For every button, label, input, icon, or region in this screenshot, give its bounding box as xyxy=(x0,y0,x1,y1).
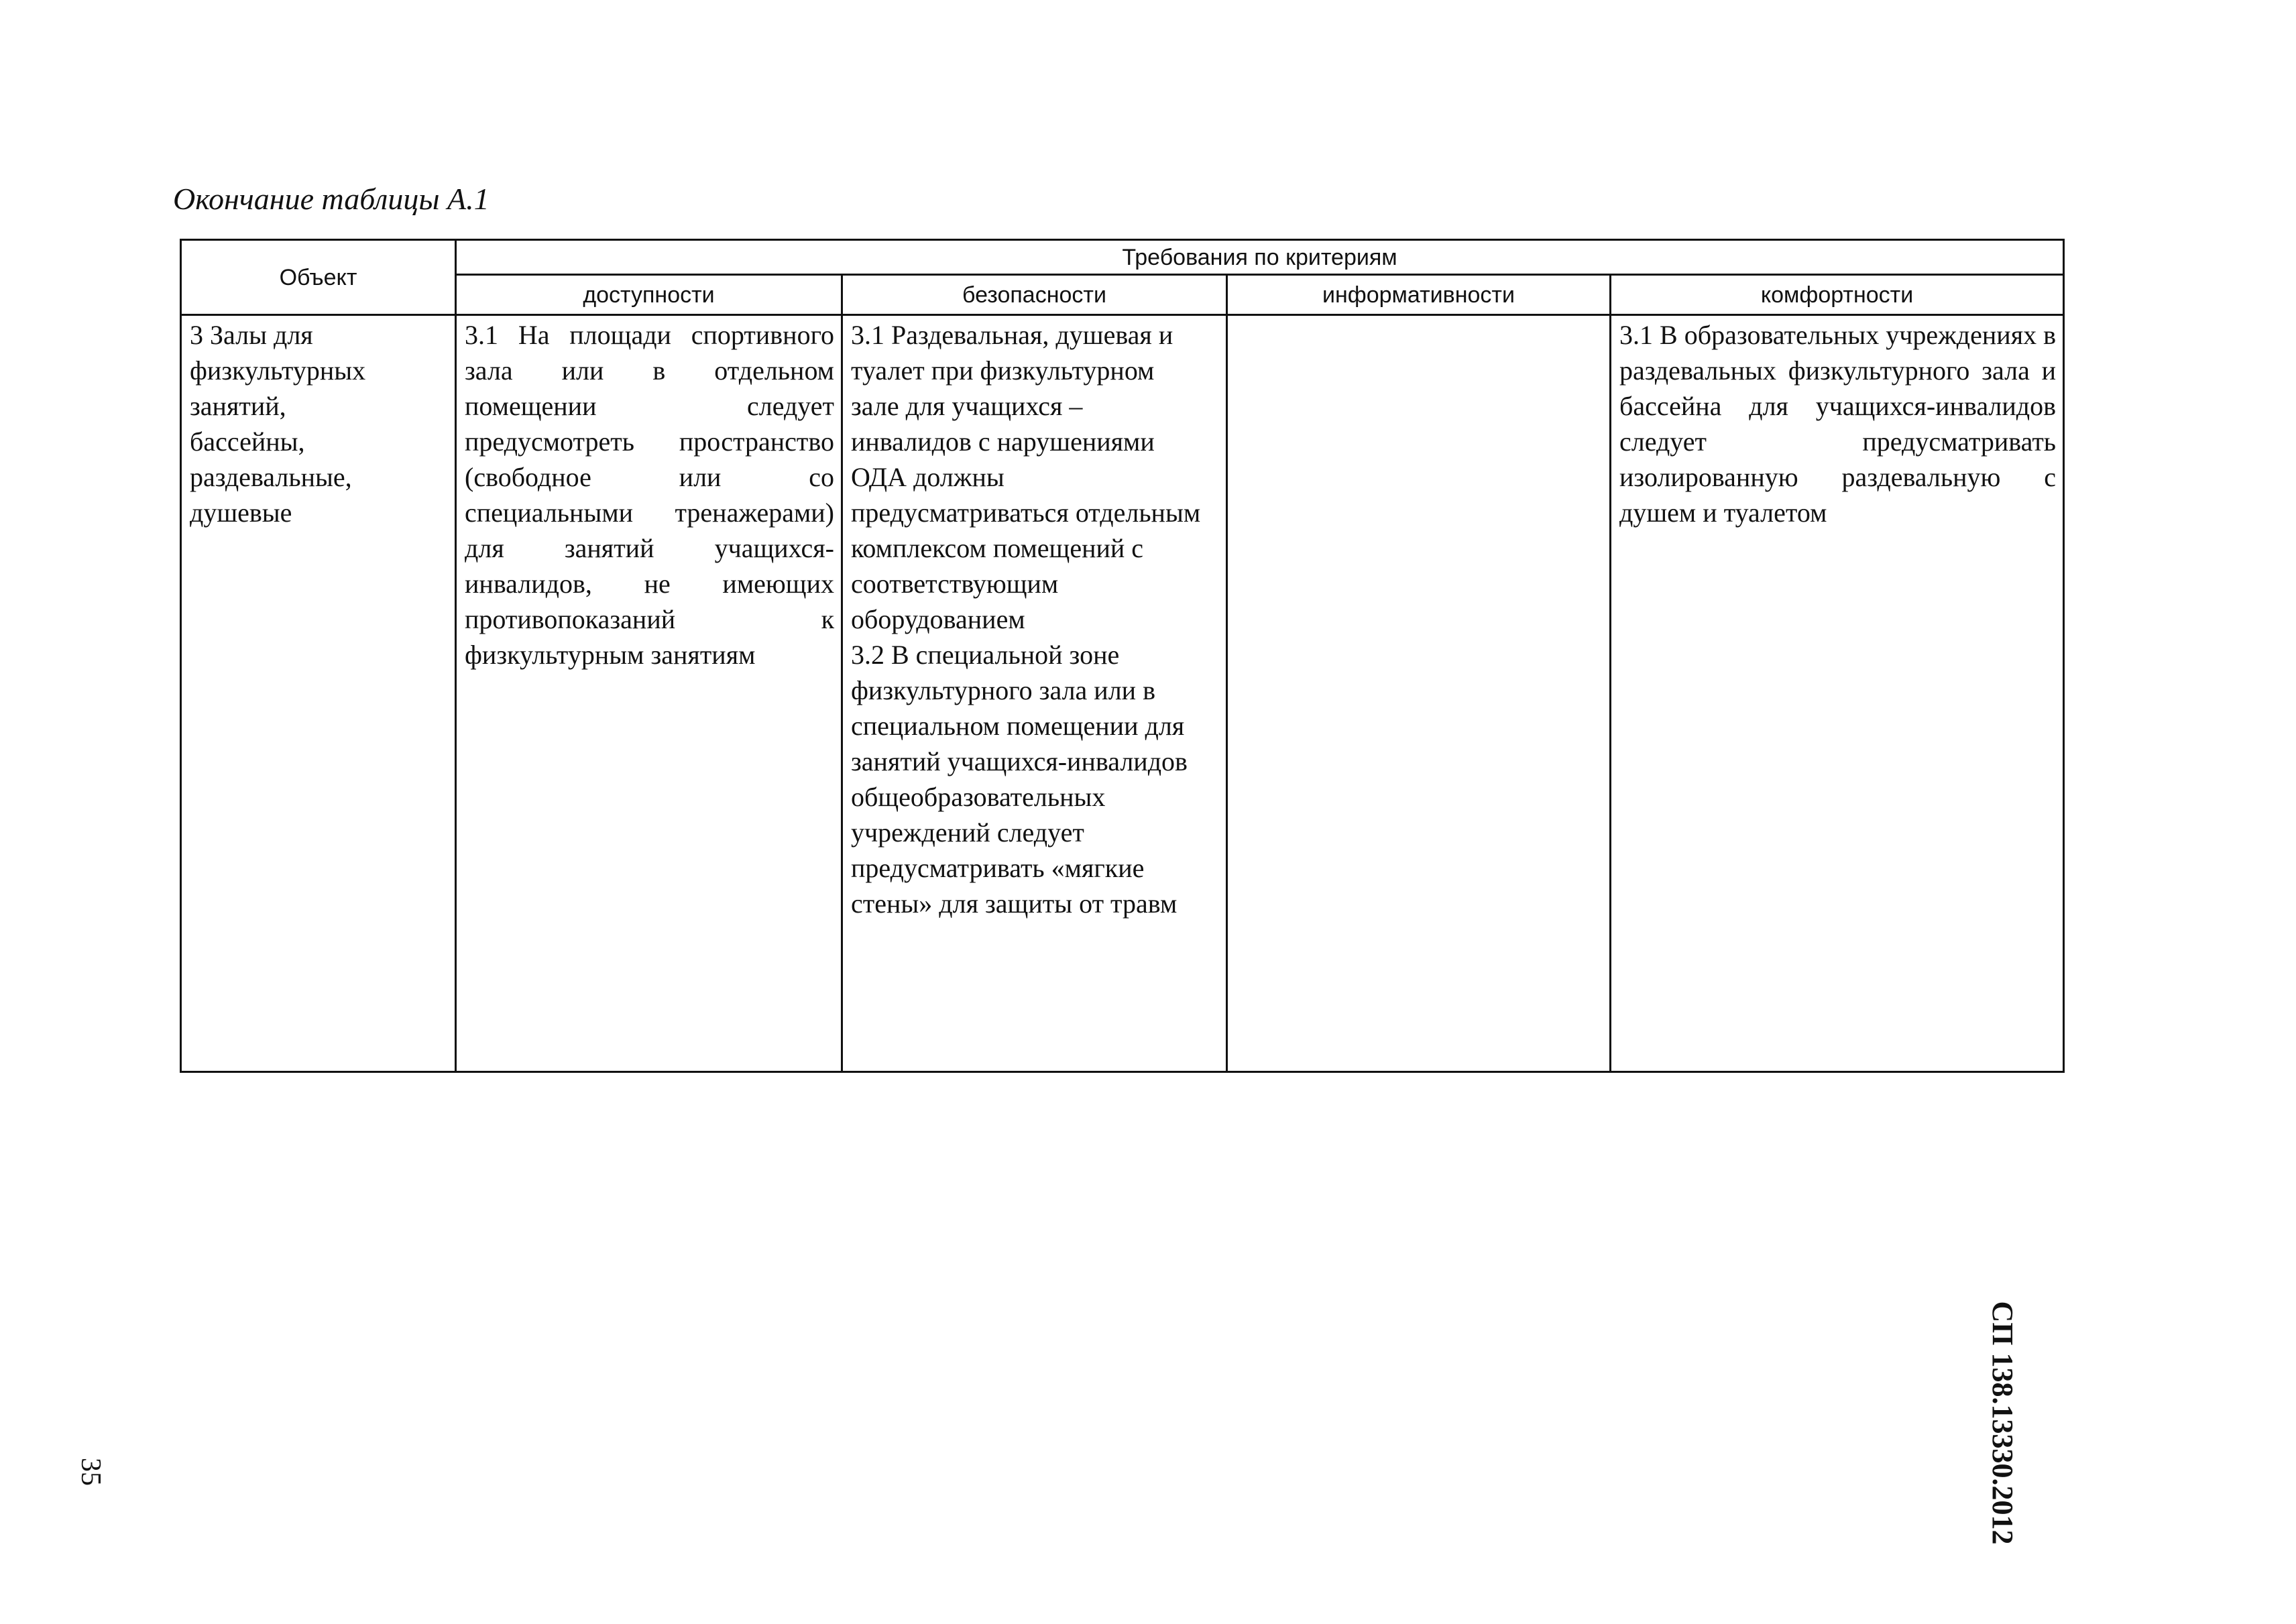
header-accessibility: доступности xyxy=(456,275,842,315)
cell-object xyxy=(181,315,456,1072)
header-requirements-group: Требования по критериям xyxy=(456,240,2064,275)
requirements-table xyxy=(180,239,2065,1073)
comfort-text: 3.1 В образовательных учреждениях в раздевальных физкультурного зала и бассейна для учащихся-инвалидов следует предусматривать изолированную раздевальную с душем и туалетом xyxy=(1619,320,2057,528)
cell-informativeness xyxy=(1227,315,1611,1072)
header-object: Объект xyxy=(181,240,456,315)
object-text: 3 Залы для физкультурных занятий, бассейны, раздевальные, душевые xyxy=(190,320,366,528)
header-comfort: комфортности xyxy=(1611,275,2064,315)
cell-safety xyxy=(842,315,1227,1072)
header-informativeness: информативности xyxy=(1227,275,1611,315)
table-caption: Окончание таблицы А.1 xyxy=(173,182,490,216)
cell-accessibility xyxy=(456,315,842,1072)
cell-comfort xyxy=(1611,315,2064,1072)
page-number: 35 xyxy=(75,1458,106,1486)
document-code: СП 138.13330.2012 xyxy=(1986,1301,2019,1545)
safety-item-1: 3.1 Раздевальная, душевая и туалет при физкультурном зале для учащихся – инвалидов с нарушениями ОДА должны предусматриваться отдельным комплексом помещений с соответствующим оборудованием xyxy=(851,320,1201,634)
header-safety: безопасности xyxy=(842,275,1227,315)
safety-item-2: 3.2 В специальной зоне физкультурного зала или в специальном помещении для занятий учащихся-инвалидов общеобразовательных учреждений следует предусматривать «мягкие стены» для защиты от травм xyxy=(851,640,1188,919)
accessibility-text: 3.1 На площади спортивного зала или в отдельном помещении следует предусмотреть пространство (свободное или со специальными тренажерами) для занятий учащихся-инвалидов, не имеющих противопоказаний к физкультурным занятиям xyxy=(465,320,834,670)
table-row xyxy=(181,315,2064,1072)
